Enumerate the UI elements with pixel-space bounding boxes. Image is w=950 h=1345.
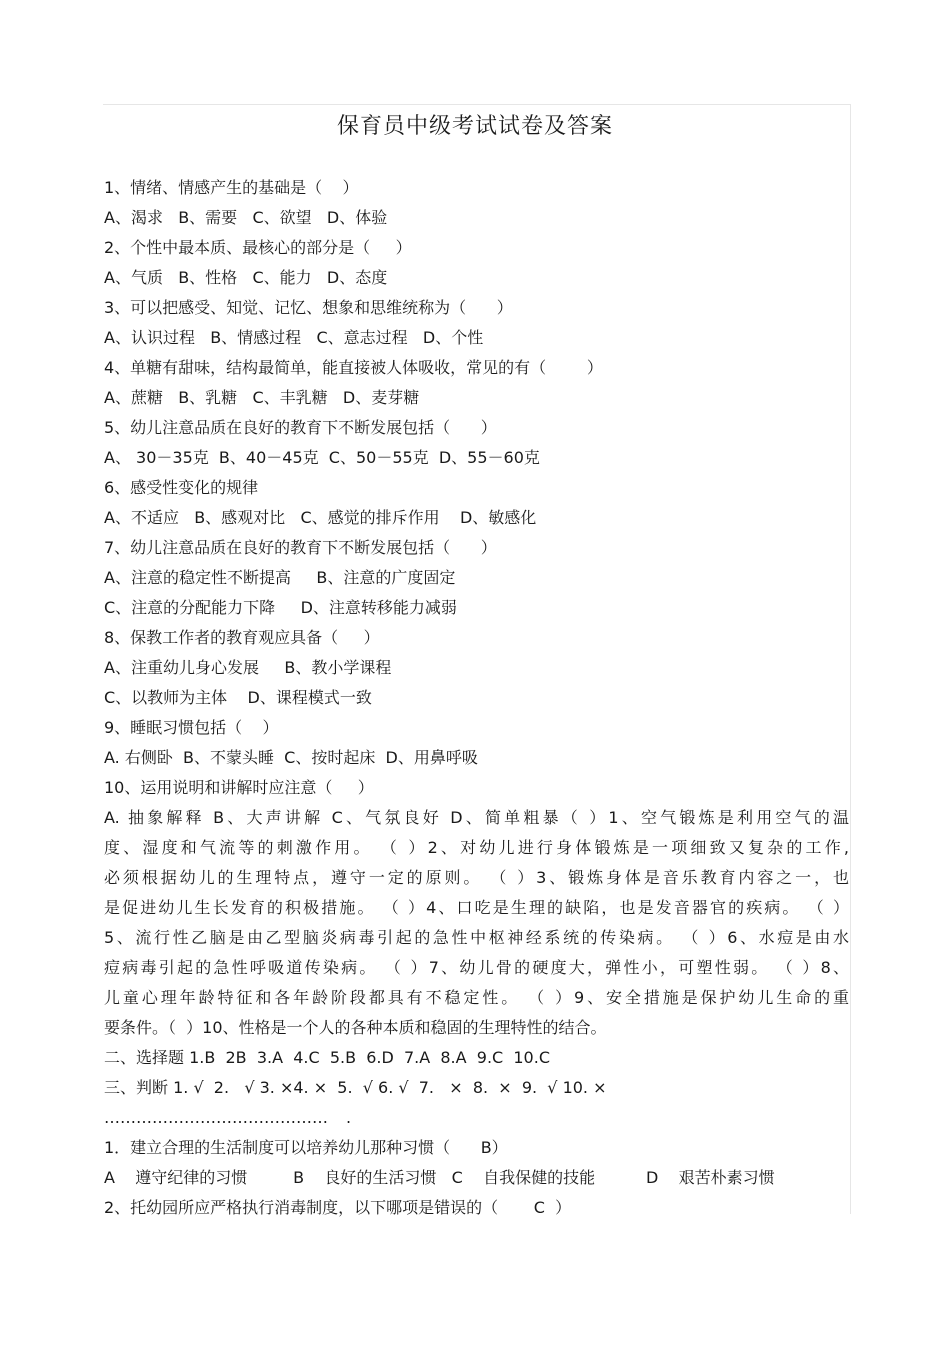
- text-line: 6、感受性变化的规律: [104, 478, 259, 497]
- text-line: A、 30－35克 B、40－45克 C、50－55克 D、55－60克: [104, 448, 540, 467]
- text-line: 2、托幼园所应严格执行消毒制度，以下哪项是错误的（ C ）: [104, 1198, 572, 1217]
- answer-line: 三、判断 1. √ 2. √ 3. ×4. × 5. √ 6. √ 7. × 8. × 9. √ 10. ×: [104, 1078, 607, 1097]
- dotted-leader: ……………………………………: [104, 1108, 328, 1127]
- document-body: [104, 173, 849, 1223]
- document-title: 保育员中级考试试卷及答案: [336, 114, 613, 139]
- text-line: C、注意的分配能力下降 D、注意转移能力减弱: [104, 598, 457, 617]
- text-line: A、注重幼儿身心发展 B、教小学课程: [104, 658, 392, 677]
- text-line: 5、幼儿注意品质在良好的教育下不断发展包括（ ）: [104, 418, 497, 437]
- text-line: 7、幼儿注意品质在良好的教育下不断发展包括（ ）: [104, 538, 497, 557]
- text-line: 必须根据幼儿的生理特点，遵守一定的原则。 （ ）3、锻炼身体是音乐教育内容之一，也: [104, 868, 849, 887]
- text-line: 9、睡眠习惯包括（ ）: [104, 718, 279, 737]
- text-line: 3、可以把感受、知觉、记忆、想象和思维统称为（ ）: [104, 298, 513, 317]
- text-line: 5、流行性乙脑是由乙型脑炎病毒引起的急性中枢神经系统的传染病。 （ ）6、水痘是由水: [104, 928, 849, 947]
- text-line: A. 右侧卧 B、不蒙头睡 C、按时起床 D、用鼻呼吸: [104, 748, 478, 767]
- text-line: A、注意的稳定性不断提高 B、注意的广度固定: [104, 568, 456, 587]
- text-line: 是促进幼儿生长发育的积极措施。 （ ）4、口吃是生理的缺陷，也是发音器官的疾病。 （ ）: [104, 898, 849, 917]
- text-line: A、蔗糖 B、乳糖 C、丰乳糖 D、麦芽糖: [104, 388, 420, 407]
- text-line: A、认识过程 B、情感过程 C、意志过程 D、个性: [104, 328, 484, 347]
- text-line: A、气质 B、性格 C、能力 D、态度: [104, 268, 388, 287]
- text-line: 10、运用说明和讲解时应注意（ ）: [104, 778, 374, 797]
- dotted-separator: [104, 1103, 849, 1133]
- text-line: 度、湿度和气流等的刺激作用。 （ ）2、对幼儿进行身体锻炼是一项细致又复杂的工作,: [104, 838, 849, 857]
- text-line: 8、保教工作者的教育观应具备（ ）: [104, 628, 380, 647]
- dotted-separator-period: .: [346, 1108, 352, 1127]
- text-line: 4、单糖有甜味，结构最简单，能直接被人体吸收，常见的有（ ）: [104, 358, 603, 377]
- text-line: 儿童心理年龄特征和各年龄阶段都具有不稳定性。 （ ）9、安全措施是保护幼儿生命的重: [104, 988, 849, 1007]
- text-line: A. 抽象解释 B、大声讲解 C、气氛良好 D、简单粗暴（ ）1、空气锻炼是利用空气的温: [104, 808, 849, 827]
- text-line: A、渴求 B、需要 C、欲望 D、体验: [104, 208, 388, 227]
- text-line: 2、个性中最本质、最核心的部分是（ ）: [104, 238, 412, 257]
- text-line: C、以教师为主体 D、课程模式一致: [104, 688, 372, 707]
- text-line: 1．建立合理的生活制度可以培养幼儿那种习惯（ B）: [104, 1138, 508, 1157]
- text-line: A 遵守纪律的习惯 B 良好的生活习惯 C 自我保健的技能 D 艰苦朴素习惯: [104, 1168, 775, 1187]
- answer-line: 二、选择题 1.B 2B 3.A 4.C 5.B 6.D 7.A 8.A 9.C 10.C: [104, 1048, 550, 1067]
- text-line: A、不适应 B、感观对比 C、感觉的排斥作用 D、敏感化: [104, 508, 537, 527]
- text-line: 1、情绪、情感产生的基础是（ ）: [104, 178, 359, 197]
- text-line: 要条件。（ ）10、性格是一个人的各种本质和稳固的生理特性的结合。: [104, 1018, 607, 1037]
- text-line: 痘病毒引起的急性呼吸道传染病。 （ ）7、幼儿骨的硬度大，弹性小，可塑性弱。 （ ）8、: [104, 958, 849, 977]
